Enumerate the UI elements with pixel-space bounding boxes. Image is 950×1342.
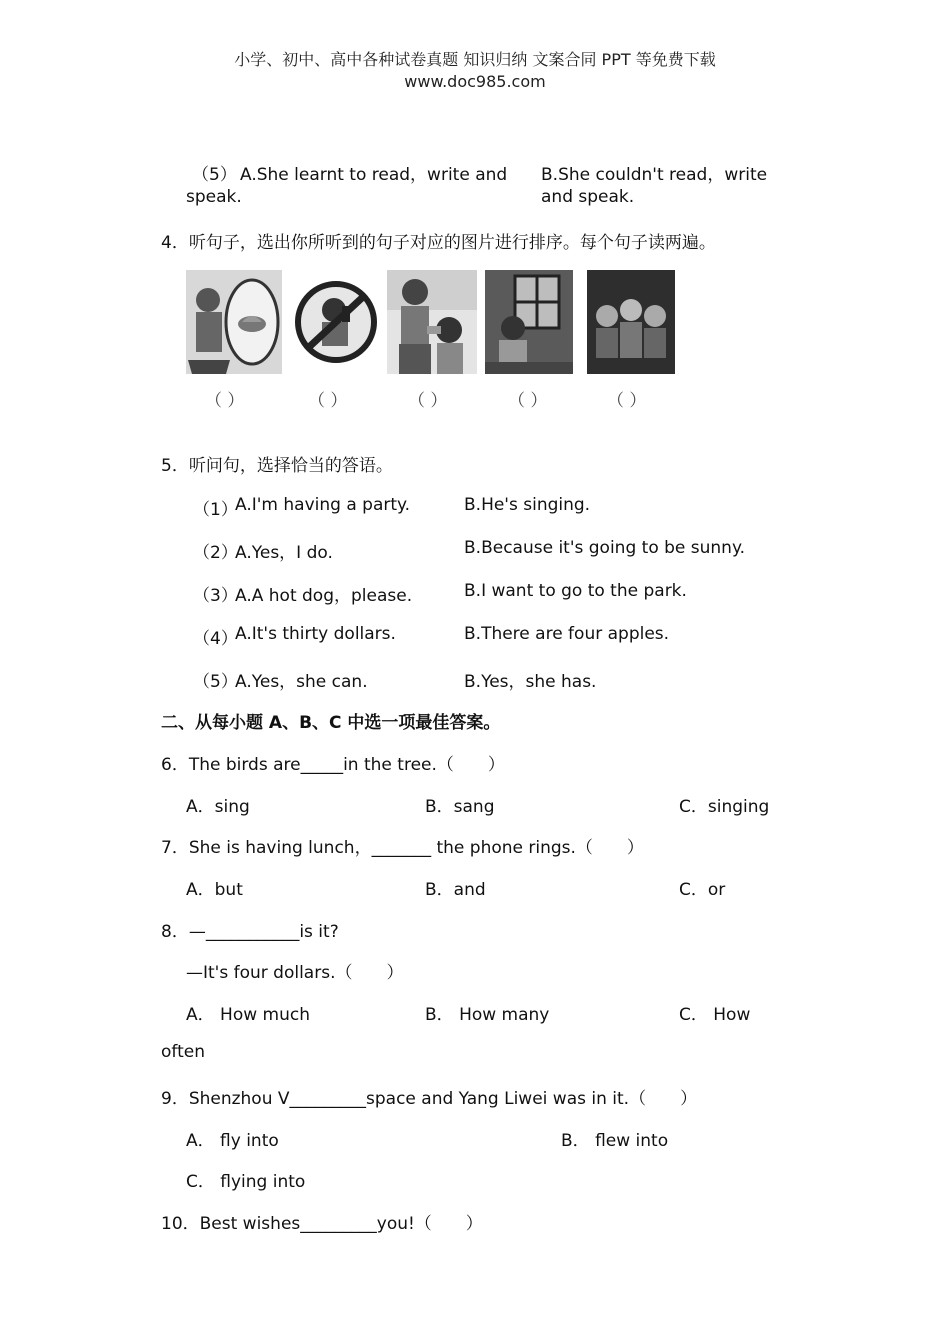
q5-title: 5．听问句，选择恰当的答语。: [161, 456, 393, 476]
q7-option-c: C．or: [679, 880, 726, 900]
q8-option-a: A． How much: [186, 1005, 310, 1025]
q4-picture-3: [387, 270, 477, 374]
q8-option-c-continued: often: [161, 1042, 205, 1062]
site-header-title: 小学、初中、高中各种试卷真题 知识归纳 文案合同 PPT 等免费下载: [234, 50, 716, 69]
q4-picture-1: [186, 270, 282, 374]
q8-option-b: B． How many: [425, 1005, 550, 1025]
q3-5-option-b-line1: B.She couldn't read，write: [541, 165, 768, 185]
q5-3-number: （3）: [193, 586, 238, 606]
q4-answer-3[interactable]: （ ）: [408, 391, 448, 411]
q3-5-option-a-line2: speak.: [186, 187, 242, 207]
teacher-and-boy-picture-icon: [387, 270, 477, 374]
q4-answer-1[interactable]: （ ）: [205, 391, 245, 411]
q3-5-option-a-line1: A.She learnt to read，write and: [240, 165, 508, 185]
q5-2-option-a: A.Yes，I do.: [235, 543, 333, 563]
q4-picture-2: [292, 270, 380, 374]
q5-5-option-a: A.Yes，she can.: [235, 672, 368, 692]
q6-stem: 6．The birds are_____in the tree.（ ）: [161, 755, 505, 775]
q5-1-number: （1）: [193, 500, 238, 520]
q6-option-a: A．sing: [186, 797, 250, 817]
q9-option-b: B． flew into: [561, 1131, 669, 1151]
q5-3-option-a: A.A hot dog，please.: [235, 586, 413, 606]
q7-option-a: A．but: [186, 880, 243, 900]
q4-answer-2[interactable]: （ ）: [308, 391, 348, 411]
q6-option-c: C．singing: [679, 797, 770, 817]
q8-stem-line1: 8．—___________is it?: [161, 922, 339, 942]
q9-option-c: C． flying into: [186, 1172, 306, 1192]
q5-1-option-b: B.He's singing.: [464, 495, 591, 515]
boy-with-umbrella-picture-icon: [186, 270, 282, 374]
q4-answer-5[interactable]: （ ）: [607, 391, 647, 411]
children-group-picture-icon: [587, 270, 675, 374]
q9-option-a: A． fly into: [186, 1131, 279, 1151]
q9-stem: 9．Shenzhou V_________space and Yang Liwei was in it.（ ）: [161, 1089, 698, 1109]
q6-option-b: B．sang: [425, 797, 495, 817]
q5-4-number: （4）: [193, 629, 238, 649]
q3-5-option-b-line2: and speak.: [541, 187, 635, 207]
section-2-title: 二、从每小题 A、B、C 中选一项最佳答案。: [161, 713, 501, 733]
q4-picture-5: [587, 270, 675, 374]
q4-answer-4[interactable]: （ ）: [508, 391, 548, 411]
q5-5-option-b: B.Yes，she has.: [464, 672, 597, 692]
q3-5-number: （5）: [192, 165, 237, 185]
boy-at-window-picture-icon: [485, 270, 573, 374]
q5-2-option-b: B.Because it's going to be sunny.: [464, 538, 745, 558]
site-header-url: www.doc985.com: [404, 72, 546, 91]
no-phone-sign-picture-icon: [292, 270, 380, 374]
q4-picture-4: [485, 270, 573, 374]
q5-1-option-a: A.I'm having a party.: [235, 495, 411, 515]
q5-3-option-b: B.I want to go to the park.: [464, 581, 687, 601]
q5-4-option-b: B.There are four apples.: [464, 624, 670, 644]
q5-5-number: （5）: [193, 672, 238, 692]
q5-4-option-a: A.It's thirty dollars.: [235, 624, 396, 644]
q7-option-b: B．and: [425, 880, 486, 900]
q7-stem: 7．She is having lunch，_______ the phone rings.（ ）: [161, 838, 644, 858]
q10-stem: 10．Best wishes_________you!（ ）: [161, 1214, 483, 1234]
q5-2-number: （2）: [193, 543, 238, 563]
q4-title: 4．听句子，选出你所听到的句子对应的图片进行排序。每个句子读两遍。: [161, 233, 716, 253]
q8-stem-line2: —It's four dollars.（ ）: [186, 963, 404, 983]
q8-option-c: C． How: [679, 1005, 751, 1025]
